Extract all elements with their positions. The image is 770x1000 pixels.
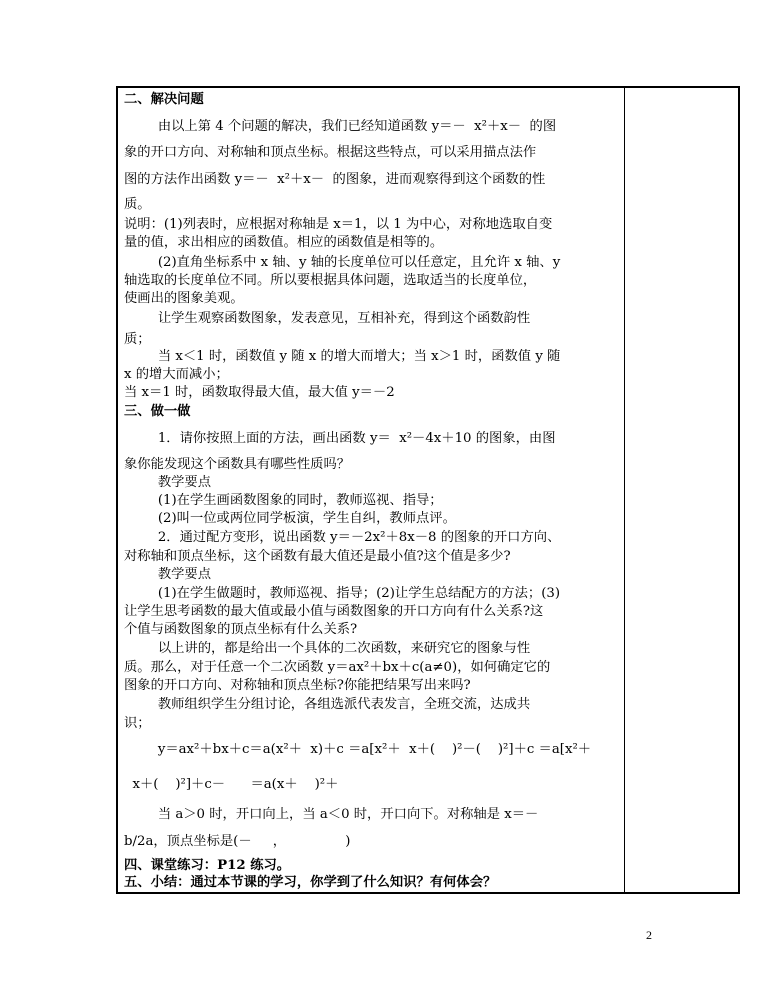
paragraph-line: 质。 xyxy=(124,197,151,212)
formula-line: y＝ax²＋bx＋c＝a(x²＋ x)＋c ＝a[x²＋ x＋( )²－( )²]＋c ＝a[x²＋ xyxy=(124,742,592,757)
paragraph-line: b/2a，顶点坐标是(－ ， ) xyxy=(124,834,351,849)
paragraph-line: 当 x＝1 时，函数取得最大值，最大值 y＝－2 xyxy=(124,385,395,400)
paragraph-line: 个值与函数图象的顶点坐标有什么关系? xyxy=(124,622,358,637)
paragraph-line: 教学要点 xyxy=(124,475,212,490)
paragraph-line: (1)在学生画函数图象的同时，教师巡视、指导； xyxy=(124,493,443,508)
paragraph-line: 象你能发现这个函数具有哪些性质吗？ xyxy=(124,457,351,472)
paragraph-line: 轴选取的长度单位不同。所以要根据具体问题，选取适当的长度单位， xyxy=(124,273,537,288)
paragraph-line: 2．通过配方变形，说出函数 y＝－2x²＋8x－8 的图象的开口方向、 xyxy=(124,530,561,545)
paragraph-line: 由以上第 4 个问题的解决，我们已经知道函数 y＝－ x²＋x－ 的图 xyxy=(124,119,557,134)
paragraph-line: (2)叫一位或两位同学板演，学生自纠，教师点评。 xyxy=(124,511,456,526)
lesson-table xyxy=(116,86,740,894)
paragraph-line: 当 x＜1 时，函数值 y 随 x 的增大而增大；当 x＞1 时，函数值 y 随 xyxy=(124,349,561,364)
paragraph-line: 以上讲的，都是给出一个具体的二次函数，来研究它的图象与性 xyxy=(124,641,531,656)
paragraph-line: 量的值，求出相应的函数值。相应的函数值是相等的。 xyxy=(124,235,444,250)
paragraph-line: 说明：(1)列表时，应根据对称轴是 x＝1，以 1 为中心，对称地选取自变 xyxy=(124,217,553,232)
paragraph-line: 对称轴和顶点坐标，这个函数有最大值还是最小值?这个值是多少? xyxy=(124,549,511,564)
column-divider xyxy=(624,88,625,892)
paragraph-line: 质； xyxy=(124,332,151,347)
paragraph-line: 让学生思考函数的最大值或最小值与函数图象的开口方向有什么关系?这 xyxy=(124,604,544,619)
section-heading-4: 四、课堂练习：P12 练习。 xyxy=(124,858,291,873)
paragraph-line: 图象的开口方向、对称轴和顶点坐标?你能把结果写出来吗? xyxy=(124,678,471,693)
paragraph-line: 1．请你按照上面的方法，画出函数 y＝ x²－4x＋10 的图象，由图 xyxy=(124,431,556,446)
paragraph-line: 质。那么，对于任意一个二次函数 y＝ax²＋bx＋c(a≠0)，如何确定它的 xyxy=(124,660,551,675)
paragraph-line: 图的方法作出函数 y＝－ x²＋x－ 的图象，进而观察得到这个函数的性 xyxy=(124,172,546,187)
paragraph-line: 识； xyxy=(124,716,151,731)
paragraph-line: 教学要点 xyxy=(124,567,212,582)
formula-line: x＋( )²]＋c－ ＝a(x＋ )²＋ xyxy=(124,777,339,792)
paragraph-line: (1)在学生做题时，教师巡视、指导；(2)让学生总结配方的方法；(3) xyxy=(124,586,561,601)
paragraph-line: 使画出的图象美观。 xyxy=(124,291,244,306)
section-heading-5: 五、小结：通过本节课的学习，你学到了什么知识？有何体会？ xyxy=(124,875,497,890)
paragraph-line: 象的开口方向、对称轴和顶点坐标。根据这些特点，可以采用描点法作 xyxy=(124,145,537,160)
paragraph-line: (2)直角坐标系中 x 轴、y 轴的长度单位可以任意定，且允许 x 轴、y xyxy=(124,255,561,270)
paragraph-line: 教师组织学生分组讨论，各组选派代表发言，全班交流，达成共 xyxy=(124,697,531,712)
section-heading-3: 三、做一做 xyxy=(124,404,191,419)
section-heading-2: 二、解决问题 xyxy=(124,92,204,107)
page-number: 2 xyxy=(646,928,652,942)
paragraph-line: 当 a＞0 时，开口向上，当 a＜0 时，开口向下。对称轴是 x＝－ xyxy=(124,807,539,822)
paragraph-line: x 的增大而减小； xyxy=(124,367,229,382)
paragraph-line: 让学生观察函数图象，发表意见，互相补充，得到这个函数韵性 xyxy=(124,311,531,326)
